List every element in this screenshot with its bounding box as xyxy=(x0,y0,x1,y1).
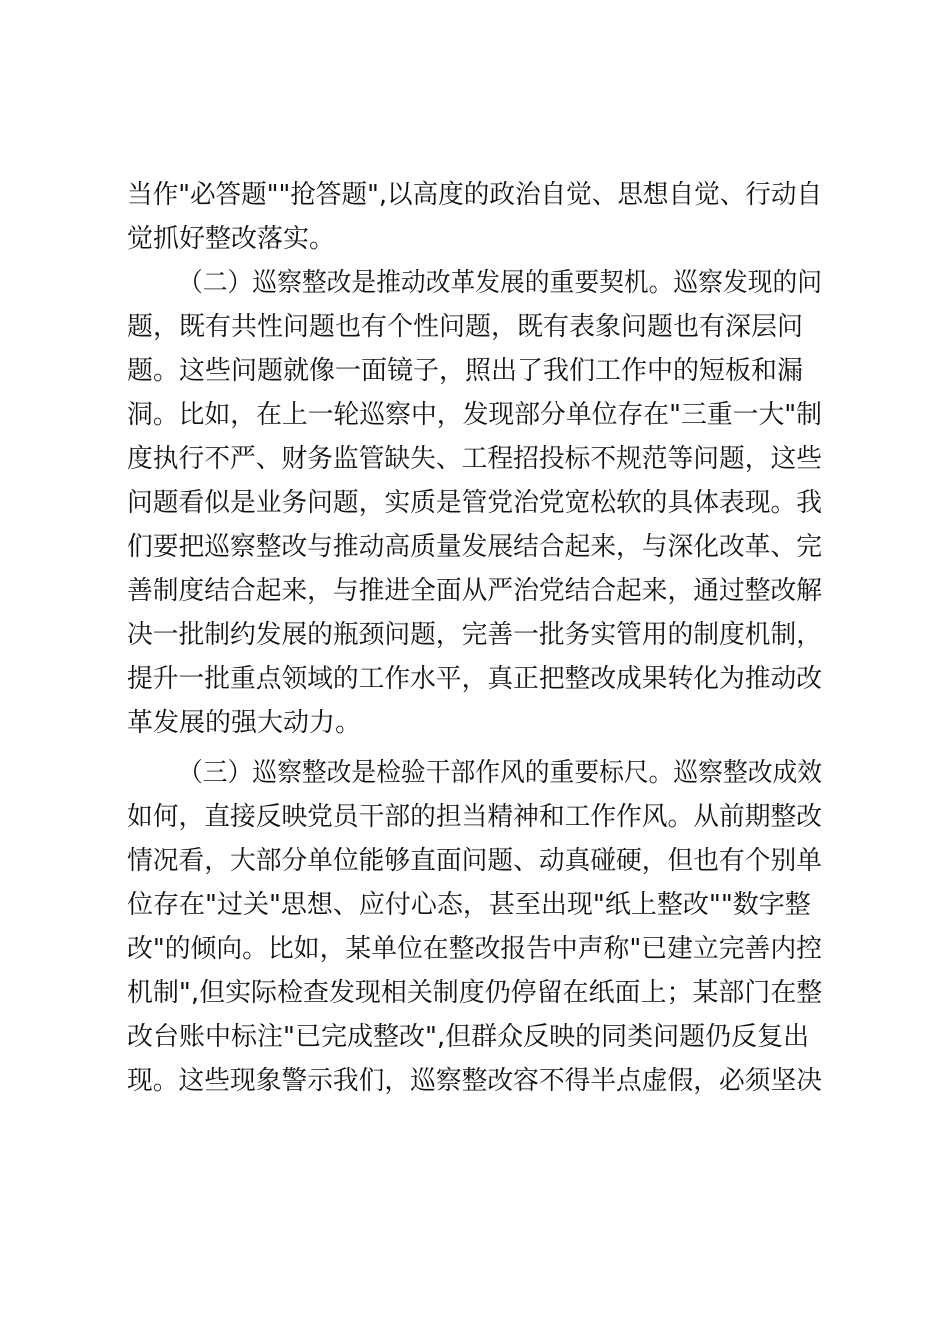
text-line: 题。这些问题就像一面镜子，照出了我们工作中的短板和漏 xyxy=(127,356,804,386)
text-line: 问题看似是业务问题，实质是管党治党宽松软的具体表现。我 xyxy=(127,488,822,518)
text-line: 提升一批重点领域的工作水平，真正把整改成果转化为推动改 xyxy=(127,664,822,694)
text-line: 度执行不严、财务监管缺失、工程招投标不规范等问题，这些 xyxy=(127,444,822,474)
text-line: 觉抓好整改落实。 xyxy=(127,224,336,254)
text-line: 如何，直接反映党员干部的担当精神和工作作风。从前期整改 xyxy=(127,802,822,832)
text-line: 洞。比如，在上一轮巡察中，发现部分单位存在"三重一大"制 xyxy=(127,400,822,430)
text-line: 决一批制约发展的瓶颈问题，完善一批务实管用的制度机制， xyxy=(127,620,822,650)
text-line: 题，既有共性问题也有个性问题，既有表象问题也有深层问 xyxy=(127,312,804,342)
text-line: 善制度结合起来，与推进全面从严治党结合起来，通过整改解 xyxy=(127,576,822,606)
section-heading-line: （三）巡察整改是检验干部作风的重要标尺。巡察整改成效 xyxy=(178,758,823,788)
text-line: 革发展的强大动力。 xyxy=(127,708,362,738)
text-line: 位存在"过关"思想、应付心态，甚至出现"纸上整改""数字整 xyxy=(127,890,811,920)
text-line: 改台账中标注"已完成整改",但群众反映的同类问题仍反复出 xyxy=(127,1022,810,1052)
text-line: 改"的倾向。比如，某单位在整改报告中声称"已建立完善内控 xyxy=(127,934,822,964)
text-line: 机制",但实际检查发现相关制度仍停留在纸面上；某部门在整 xyxy=(127,978,823,1008)
text-line: 情况看，大部分单位能够直面问题、动真碰硬，但也有个别单 xyxy=(127,846,822,876)
text-line: 们要把巡察整改与推动高质量发展结合起来，与深化改革、完 xyxy=(127,532,822,562)
text-line: 当作"必答题""抢答题",以高度的政治自觉、思想自觉、行动自 xyxy=(127,180,823,210)
text-line: 现。这些现象警示我们，巡察整改容不得半点虚假，必须坚决 xyxy=(127,1066,822,1096)
section-heading-line: （二）巡察整改是推动改革发展的重要契机。巡察发现的问 xyxy=(178,268,823,298)
